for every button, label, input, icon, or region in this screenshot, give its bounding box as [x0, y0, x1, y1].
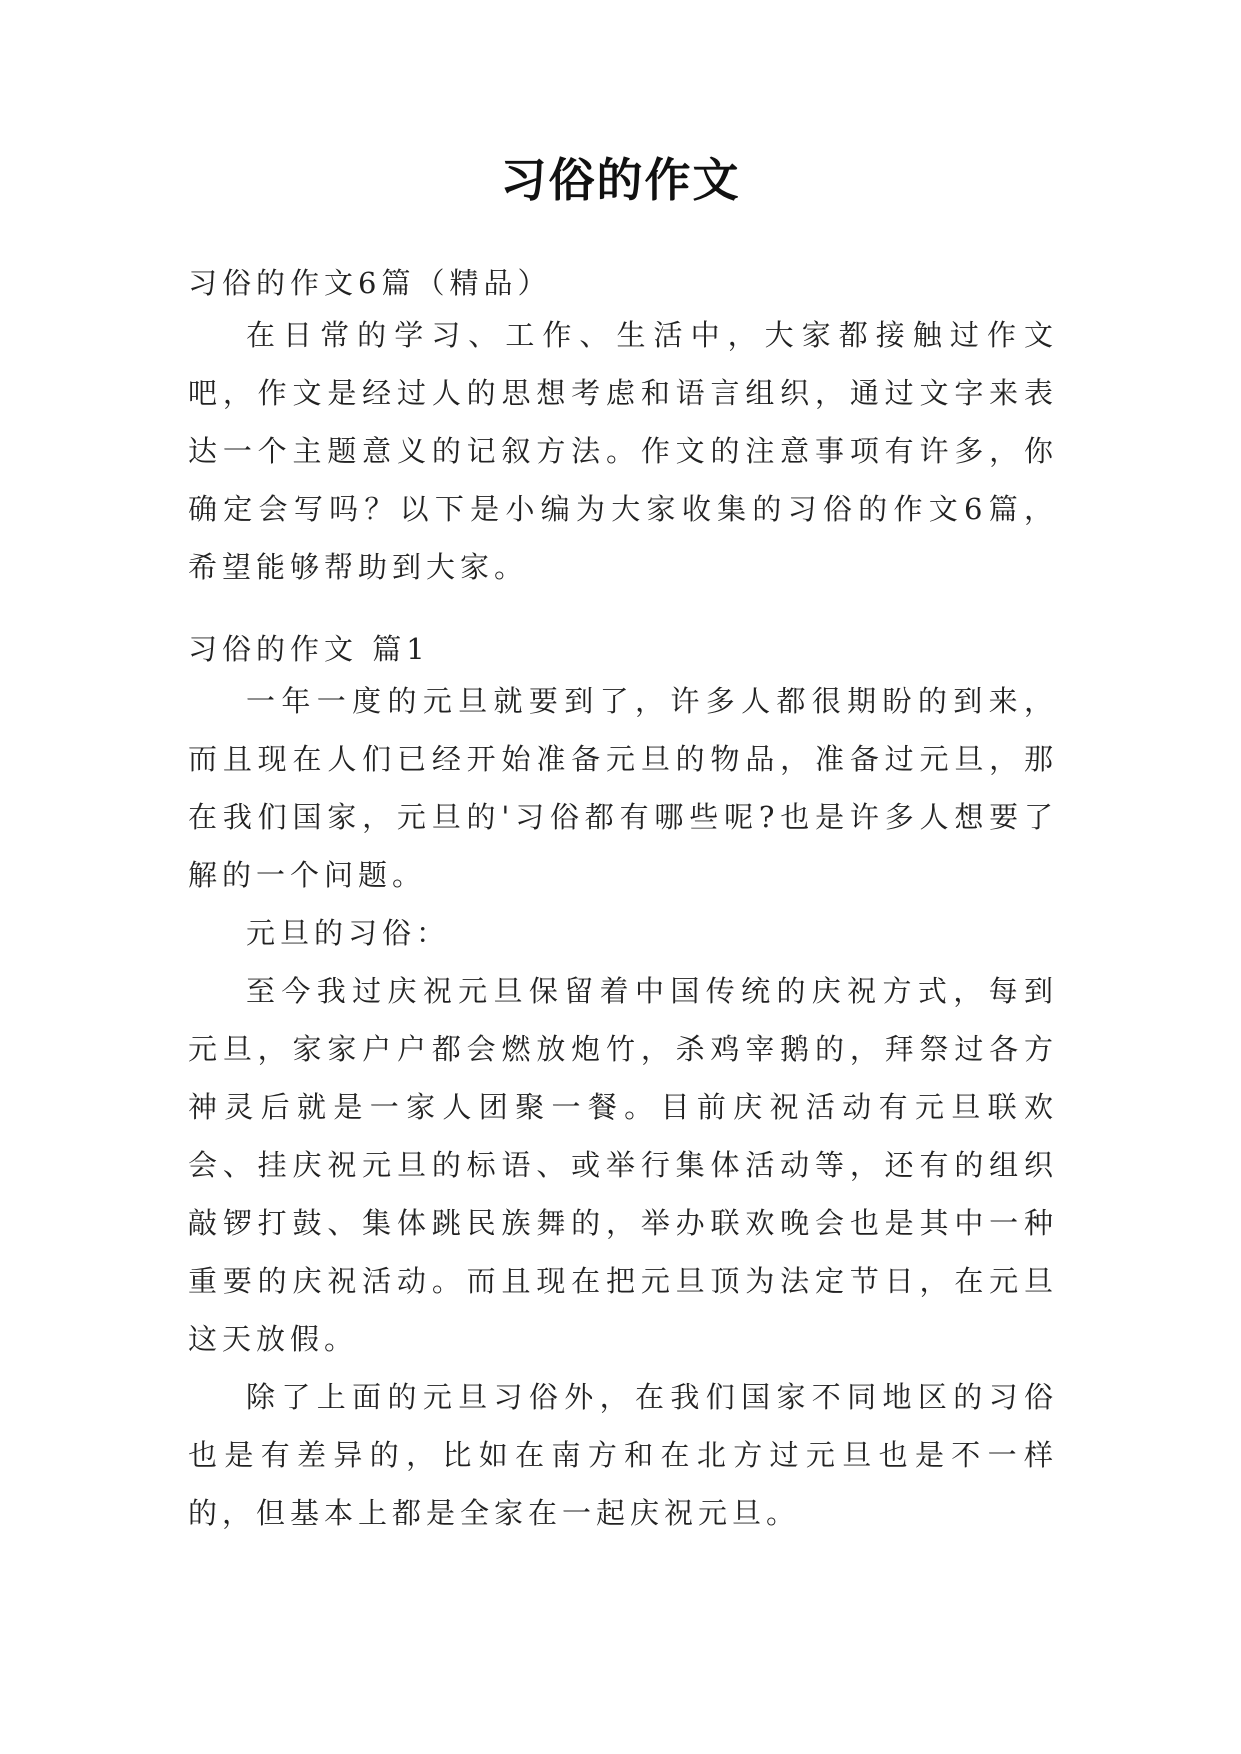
paragraph-3: 至今我过庆祝元旦保留着中国传统的庆祝方式，每到元旦，家家户户都会燃放炮竹，杀鸡宰鹅的，拜祭过各方神灵后就是一家人团聚一餐。目前庆祝活动有元旦联欢会、挂庆祝元旦的标语、或举行集体活动等，还有的组织敲锣打鼓、集体跳民族舞的，举办联欢晚会也是其中一种重要的庆祝活动。而且现在把元旦顶为法定节日，在元旦这天放假。: [188, 974, 1058, 1356]
paragraph-2: 元旦的习俗：: [246, 916, 451, 950]
intro-paragraph: 在日常的学习、工作、生活中，大家都接触过作文吧，作文是经过人的思想考虑和语言组织，通过文字来表达一个主题意义的记叙方法。作文的注意事项有许多，你确定会写吗？以下是小编为大家收集的习俗的作文6篇，希望能够帮助到大家。: [188, 318, 1058, 584]
section-body: [188, 672, 1058, 1542]
document-title: 习俗的作文: [500, 153, 741, 207]
section-heading: 习俗的作文 篇1: [188, 632, 430, 666]
intro-section: [188, 306, 1058, 596]
paragraph-1: 一年一度的元旦就要到了，许多人都很期盼的到来，而且现在人们已经开始准备元旦的物品，准备过元旦，那在我们国家，元旦的'习俗都有哪些呢?也是许多人想要了解的一个问题。: [188, 684, 1058, 892]
paragraph-4: 除了上面的元旦习俗外，在我们国家不同地区的习俗也是有差异的，比如在南方和在北方过元旦也是不一样的，但基本上都是全家在一起庆祝元旦。: [188, 1380, 1058, 1530]
document-subtitle: 习俗的作文6篇（精品）: [188, 266, 552, 300]
